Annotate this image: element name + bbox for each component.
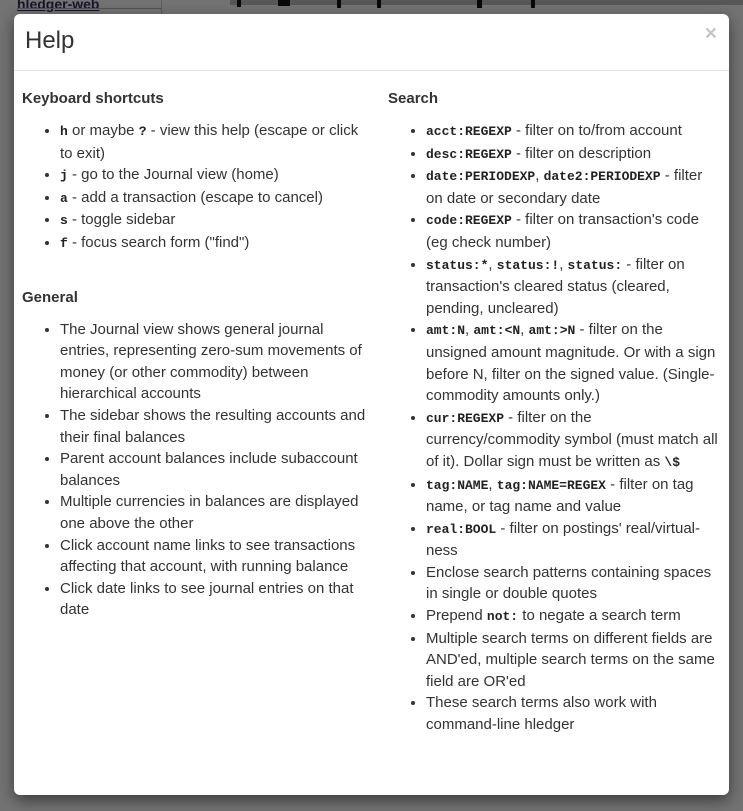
text-run: - toggle sidebar — [67, 211, 176, 229]
code-term: status:* — [426, 257, 489, 273]
list-item — [426, 692, 721, 735]
list-item — [60, 232, 374, 255]
section-heading-search: Search — [388, 90, 439, 107]
code-term: ? — [138, 124, 147, 139]
text-run: , — [535, 167, 544, 185]
text-run: , — [559, 255, 568, 273]
text-run: , — [465, 321, 474, 339]
code-term: date:PERIODEXP — [426, 169, 536, 185]
text-run: , — [488, 255, 497, 273]
text-run: - filter on transaction's code (eg check number) — [426, 211, 699, 251]
list-item — [426, 474, 721, 518]
code-term: real:BOOL — [426, 521, 497, 537]
list-item — [60, 448, 374, 491]
code-term: tag:NAME — [426, 477, 489, 493]
list-item — [426, 209, 721, 253]
help-modal — [14, 14, 729, 795]
text-run: - filter on postings' real/virtual-ness — [426, 519, 700, 560]
text-run: - filter on description — [511, 144, 652, 162]
text-run: The Journal view shows general journal entries, representing zero-sum movements of money (or other commodity) between hierarchical accounts — [60, 320, 362, 403]
code-term: status:! — [496, 257, 560, 273]
help-column-right — [378, 90, 721, 736]
help-column-left — [22, 90, 378, 736]
code-term: f — [60, 235, 68, 251]
list-item — [426, 407, 721, 474]
text-run: - filter on to/from account — [511, 122, 682, 139]
code-term: amt:N — [426, 323, 466, 339]
modal-body — [14, 71, 729, 760]
section-heading-keyboard-shortcuts: Keyboard shortcuts — [22, 90, 164, 107]
list-item — [60, 319, 374, 405]
list-item — [60, 405, 374, 448]
list-item — [426, 562, 721, 605]
list-item — [60, 187, 374, 210]
code-term: not: — [486, 609, 519, 625]
text-run: - focus search form ("find") — [67, 233, 250, 251]
text-run: Click account name links to see transactions affecting that account, with running balance — [60, 536, 356, 576]
text-run: , — [520, 321, 529, 339]
search-list — [388, 120, 721, 736]
text-run: or maybe — [67, 122, 139, 139]
text-run: - go to the Journal view (home) — [67, 166, 279, 184]
list-item — [60, 535, 374, 578]
modal-header — [14, 14, 729, 71]
code-term: a — [60, 190, 68, 206]
list-item — [60, 164, 374, 187]
close-icon[interactable]: × — [704, 22, 717, 45]
text-run: , — [488, 475, 497, 493]
list-item — [426, 143, 721, 166]
modal-title: Help — [25, 27, 75, 54]
text-run: These search terms also work with command-line hledger — [426, 694, 657, 734]
text-run: Enclose search patterns containing spaces in single or double quotes — [426, 563, 712, 603]
list-item — [60, 209, 374, 232]
code-term: code:REGEXP — [426, 213, 512, 229]
text-run: - filter on the unsigned amount magnitude. Or with a sign before N, filter on the signed value. (Single-commodity amounts only.) — [426, 321, 716, 405]
code-term: \$ — [664, 454, 681, 470]
code-term: cur:REGEXP — [426, 410, 505, 426]
list-item — [426, 254, 721, 320]
code-term: amt:>N — [528, 323, 576, 339]
list-item — [426, 628, 721, 693]
list-item — [426, 319, 721, 406]
general-list — [22, 319, 374, 621]
section-heading-general: General — [22, 288, 78, 306]
list-item — [60, 578, 374, 621]
keyboard-shortcuts-list — [22, 120, 374, 255]
text-run: Click date links to see journal entries on that date — [60, 579, 354, 619]
code-term: desc:REGEXP — [426, 146, 512, 162]
text-run: Prepend — [426, 607, 487, 625]
text-run: - filter on tag name, or tag name and value — [426, 475, 694, 516]
list-item — [426, 120, 721, 143]
code-term: h — [60, 124, 68, 139]
text-run: The sidebar shows the resulting accounts and their final balances — [60, 406, 366, 446]
code-term: acct:REGEXP — [426, 124, 512, 139]
code-term: j — [60, 168, 68, 184]
text-run: Multiple currencies in balances are displayed one above the other — [60, 493, 359, 532]
text-run: - filter on the currency/commodity symbol (must match all of it). Dollar sign must be written as — [426, 408, 718, 470]
text-run: Parent account balances include subaccount balances — [60, 450, 358, 489]
code-term: date2:PERIODEXP — [543, 169, 661, 185]
code-term: amt:<N — [473, 323, 521, 339]
text-run: Multiple search terms on different fields are AND'ed, multiple search terms on the same field are OR'ed — [426, 629, 715, 690]
text-run: - add a transaction (escape to cancel) — [67, 188, 323, 206]
code-term: s — [60, 213, 68, 229]
text-run: - filter on transaction's cleared status (cleared, pending, uncleared) — [426, 255, 685, 317]
list-item — [426, 165, 721, 209]
text-run: - view this help (escape or click to exit) — [60, 122, 359, 162]
text-run: - filter on date or secondary date — [426, 167, 703, 207]
code-term: tag:NAME=REGEX — [496, 477, 606, 493]
list-item — [426, 518, 721, 562]
code-term: status: — [567, 257, 623, 273]
list-item — [426, 605, 721, 628]
list-item — [60, 491, 374, 534]
list-item — [60, 120, 374, 164]
text-run: to negate a search term — [518, 607, 681, 625]
